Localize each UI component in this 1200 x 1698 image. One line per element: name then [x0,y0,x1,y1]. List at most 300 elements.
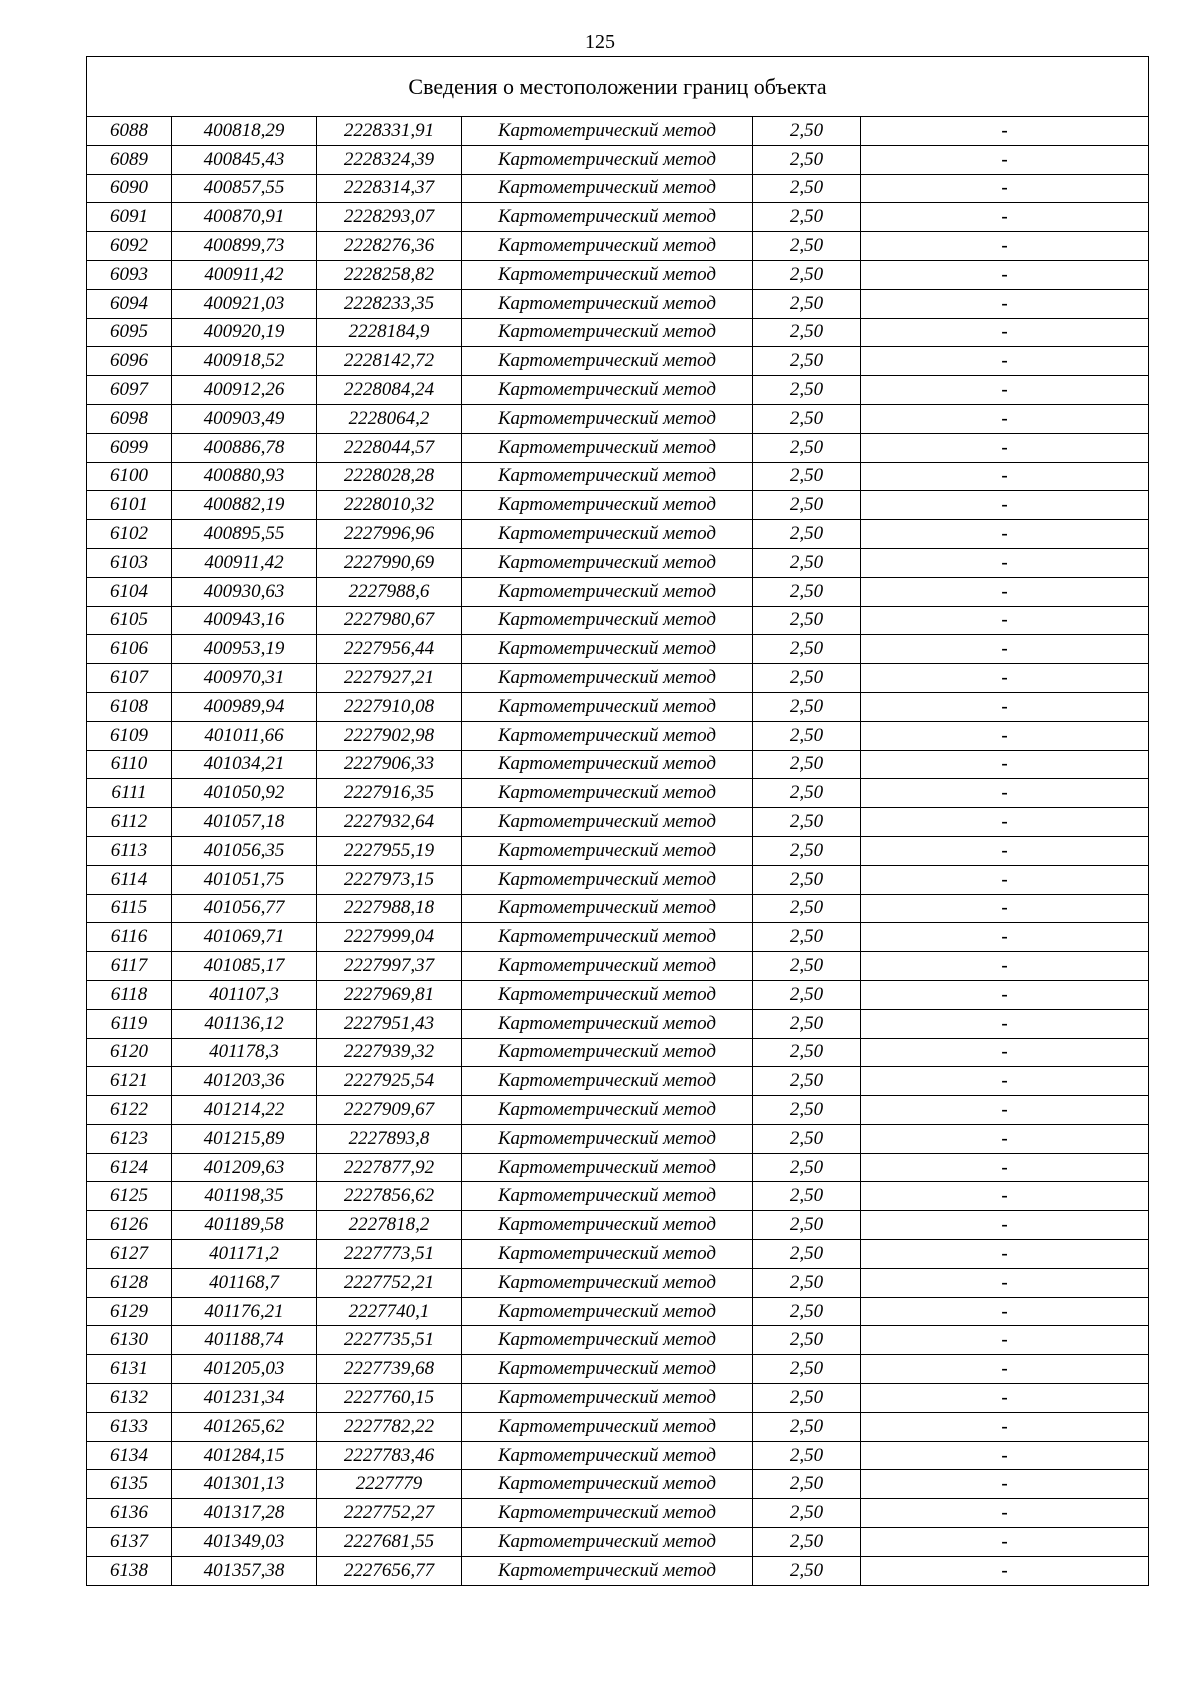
description-cell: - [861,1470,1149,1499]
x-coordinate-cell: 401034,21 [172,750,317,779]
description-cell: - [861,1499,1149,1528]
method-cell: Картометрический метод [462,404,753,433]
table-row [87,1211,1149,1240]
description-cell: - [861,1528,1149,1557]
method-cell: Картометрический метод [462,491,753,520]
y-coordinate-cell: 2227999,04 [317,923,462,952]
y-coordinate-cell: 2227735,51 [317,1326,462,1355]
x-coordinate-cell: 400921,03 [172,289,317,318]
method-cell: Картометрический метод [462,1038,753,1067]
x-coordinate-cell: 401085,17 [172,952,317,981]
accuracy-cell: 2,50 [753,1528,861,1557]
table-row [87,1384,1149,1413]
table-row [87,174,1149,203]
x-coordinate-cell: 401357,38 [172,1556,317,1585]
accuracy-cell: 2,50 [753,318,861,347]
table-row [87,462,1149,491]
point-number-cell: 6098 [87,404,172,433]
point-number-cell: 6099 [87,433,172,462]
point-number-cell: 6113 [87,836,172,865]
description-cell: - [861,1096,1149,1125]
y-coordinate-cell: 2227906,33 [317,750,462,779]
y-coordinate-cell: 2227752,21 [317,1268,462,1297]
y-coordinate-cell: 2228276,36 [317,232,462,261]
method-cell: Картометрический метод [462,1268,753,1297]
method-cell: Картометрический метод [462,1412,753,1441]
method-cell: Картометрический метод [462,318,753,347]
y-coordinate-cell: 2227916,35 [317,779,462,808]
method-cell: Картометрический метод [462,1182,753,1211]
x-coordinate-cell: 401205,03 [172,1355,317,1384]
y-coordinate-cell: 2227925,54 [317,1067,462,1096]
y-coordinate-cell: 2227681,55 [317,1528,462,1557]
x-coordinate-cell: 401050,92 [172,779,317,808]
accuracy-cell: 2,50 [753,462,861,491]
accuracy-cell: 2,50 [753,664,861,693]
table-row [87,1096,1149,1125]
point-number-cell: 6116 [87,923,172,952]
method-cell: Картометрический метод [462,1499,753,1528]
point-number-cell: 6104 [87,577,172,606]
x-coordinate-cell: 401188,74 [172,1326,317,1355]
method-cell: Картометрический метод [462,203,753,232]
method-cell: Картометрический метод [462,606,753,635]
description-cell: - [861,980,1149,1009]
table-row [87,664,1149,693]
table-row [87,808,1149,837]
x-coordinate-cell: 401265,62 [172,1412,317,1441]
accuracy-cell: 2,50 [753,1096,861,1125]
method-cell: Картометрический метод [462,1384,753,1413]
x-coordinate-cell: 400880,93 [172,462,317,491]
x-coordinate-cell: 401069,71 [172,923,317,952]
method-cell: Картометрический метод [462,1528,753,1557]
point-number-cell: 6093 [87,260,172,289]
accuracy-cell: 2,50 [753,1326,861,1355]
point-number-cell: 6130 [87,1326,172,1355]
y-coordinate-cell: 2228233,35 [317,289,462,318]
accuracy-cell: 2,50 [753,1441,861,1470]
y-coordinate-cell: 2228324,39 [317,145,462,174]
accuracy-cell: 2,50 [753,174,861,203]
accuracy-cell: 2,50 [753,1470,861,1499]
x-coordinate-cell: 400857,55 [172,174,317,203]
accuracy-cell: 2,50 [753,117,861,146]
accuracy-cell: 2,50 [753,577,861,606]
accuracy-cell: 2,50 [753,260,861,289]
point-number-cell: 6114 [87,865,172,894]
y-coordinate-cell: 2228314,37 [317,174,462,203]
accuracy-cell: 2,50 [753,1412,861,1441]
description-cell: - [861,1009,1149,1038]
table-row [87,1009,1149,1038]
method-cell: Картометрический метод [462,174,753,203]
point-number-cell: 6138 [87,1556,172,1585]
x-coordinate-cell: 401203,36 [172,1067,317,1096]
description-cell: - [861,1124,1149,1153]
y-coordinate-cell: 2228142,72 [317,347,462,376]
accuracy-cell: 2,50 [753,721,861,750]
table-row [87,1268,1149,1297]
point-number-cell: 6097 [87,376,172,405]
table-row [87,1326,1149,1355]
x-coordinate-cell: 400903,49 [172,404,317,433]
point-number-cell: 6101 [87,491,172,520]
table-row [87,433,1149,462]
table-row [87,1499,1149,1528]
accuracy-cell: 2,50 [753,692,861,721]
table-row [87,836,1149,865]
table-row [87,577,1149,606]
method-cell: Картометрический метод [462,376,753,405]
point-number-cell: 6088 [87,117,172,146]
x-coordinate-cell: 400845,43 [172,145,317,174]
y-coordinate-cell: 2227927,21 [317,664,462,693]
table-row [87,1441,1149,1470]
accuracy-cell: 2,50 [753,779,861,808]
accuracy-cell: 2,50 [753,1499,861,1528]
table-row [87,779,1149,808]
accuracy-cell: 2,50 [753,1268,861,1297]
x-coordinate-cell: 401214,22 [172,1096,317,1125]
point-number-cell: 6133 [87,1412,172,1441]
description-cell: - [861,376,1149,405]
x-coordinate-cell: 401056,77 [172,894,317,923]
x-coordinate-cell: 401198,35 [172,1182,317,1211]
y-coordinate-cell: 2227740,1 [317,1297,462,1326]
y-coordinate-cell: 2228010,32 [317,491,462,520]
method-cell: Картометрический метод [462,520,753,549]
description-cell: - [861,404,1149,433]
table-row [87,721,1149,750]
point-number-cell: 6135 [87,1470,172,1499]
x-coordinate-cell: 400930,63 [172,577,317,606]
point-number-cell: 6100 [87,462,172,491]
y-coordinate-cell: 2227951,43 [317,1009,462,1038]
accuracy-cell: 2,50 [753,289,861,318]
method-cell: Картометрический метод [462,721,753,750]
description-cell: - [861,1067,1149,1096]
y-coordinate-cell: 2227997,37 [317,952,462,981]
y-coordinate-cell: 2227818,2 [317,1211,462,1240]
description-cell: - [861,174,1149,203]
x-coordinate-cell: 400989,94 [172,692,317,721]
table-row [87,894,1149,923]
point-number-cell: 6120 [87,1038,172,1067]
x-coordinate-cell: 400895,55 [172,520,317,549]
table-row [87,1355,1149,1384]
description-cell: - [861,145,1149,174]
description-cell: - [861,347,1149,376]
x-coordinate-cell: 401168,7 [172,1268,317,1297]
method-cell: Картометрический метод [462,1124,753,1153]
accuracy-cell: 2,50 [753,1009,861,1038]
description-cell: - [861,664,1149,693]
method-cell: Картометрический метод [462,980,753,1009]
point-number-cell: 6095 [87,318,172,347]
x-coordinate-cell: 400911,42 [172,548,317,577]
y-coordinate-cell: 2227779 [317,1470,462,1499]
point-number-cell: 6096 [87,347,172,376]
x-coordinate-cell: 401301,13 [172,1470,317,1499]
description-cell: - [861,433,1149,462]
point-number-cell: 6129 [87,1297,172,1326]
x-coordinate-cell: 400943,16 [172,606,317,635]
description-cell: - [861,750,1149,779]
table-body [87,57,1149,1586]
y-coordinate-cell: 2227973,15 [317,865,462,894]
accuracy-cell: 2,50 [753,606,861,635]
x-coordinate-cell: 401317,28 [172,1499,317,1528]
x-coordinate-cell: 401178,3 [172,1038,317,1067]
point-number-cell: 6115 [87,894,172,923]
description-cell: - [861,808,1149,837]
accuracy-cell: 2,50 [753,1153,861,1182]
table-row [87,1556,1149,1585]
accuracy-cell: 2,50 [753,404,861,433]
method-cell: Картометрический метод [462,145,753,174]
description-cell: - [861,117,1149,146]
point-number-cell: 6121 [87,1067,172,1096]
accuracy-cell: 2,50 [753,433,861,462]
point-number-cell: 6128 [87,1268,172,1297]
description-cell: - [861,894,1149,923]
description-cell: - [861,1268,1149,1297]
method-cell: Картометрический метод [462,1355,753,1384]
description-cell: - [861,1355,1149,1384]
accuracy-cell: 2,50 [753,520,861,549]
table-row [87,404,1149,433]
point-number-cell: 6118 [87,980,172,1009]
page-number: 125 [585,31,615,53]
point-number-cell: 6091 [87,203,172,232]
y-coordinate-cell: 2227893,8 [317,1124,462,1153]
table-row [87,1528,1149,1557]
x-coordinate-cell: 401057,18 [172,808,317,837]
x-coordinate-cell: 400970,31 [172,664,317,693]
description-cell: - [861,1153,1149,1182]
accuracy-cell: 2,50 [753,1240,861,1269]
description-cell: - [861,260,1149,289]
point-number-cell: 6134 [87,1441,172,1470]
description-cell: - [861,520,1149,549]
description-cell: - [861,923,1149,952]
y-coordinate-cell: 2227760,15 [317,1384,462,1413]
table-row [87,635,1149,664]
table-row [87,1470,1149,1499]
table-row [87,1124,1149,1153]
description-cell: - [861,1211,1149,1240]
point-number-cell: 6102 [87,520,172,549]
method-cell: Картометрический метод [462,1441,753,1470]
point-number-cell: 6127 [87,1240,172,1269]
accuracy-cell: 2,50 [753,1297,861,1326]
y-coordinate-cell: 2227877,92 [317,1153,462,1182]
method-cell: Картометрический метод [462,117,753,146]
description-cell: - [861,865,1149,894]
point-number-cell: 6125 [87,1182,172,1211]
point-number-cell: 6089 [87,145,172,174]
table-row [87,1240,1149,1269]
x-coordinate-cell: 400886,78 [172,433,317,462]
method-cell: Картометрический метод [462,750,753,779]
method-cell: Картометрический метод [462,577,753,606]
description-cell: - [861,952,1149,981]
table-row [87,289,1149,318]
method-cell: Картометрический метод [462,289,753,318]
description-cell: - [861,836,1149,865]
y-coordinate-cell: 2227856,62 [317,1182,462,1211]
y-coordinate-cell: 2227956,44 [317,635,462,664]
y-coordinate-cell: 2227990,69 [317,548,462,577]
y-coordinate-cell: 2227932,64 [317,808,462,837]
method-cell: Картометрический метод [462,1326,753,1355]
x-coordinate-cell: 400882,19 [172,491,317,520]
method-cell: Картометрический метод [462,347,753,376]
y-coordinate-cell: 2227996,96 [317,520,462,549]
description-cell: - [861,1240,1149,1269]
method-cell: Картометрический метод [462,836,753,865]
table-row [87,1038,1149,1067]
description-cell: - [861,548,1149,577]
point-number-cell: 6117 [87,952,172,981]
point-number-cell: 6137 [87,1528,172,1557]
point-number-cell: 6119 [87,1009,172,1038]
x-coordinate-cell: 401215,89 [172,1124,317,1153]
x-coordinate-cell: 401107,3 [172,980,317,1009]
y-coordinate-cell: 2228184,9 [317,318,462,347]
point-number-cell: 6109 [87,721,172,750]
method-cell: Картометрический метод [462,808,753,837]
point-number-cell: 6124 [87,1153,172,1182]
y-coordinate-cell: 2227988,18 [317,894,462,923]
description-cell: - [861,635,1149,664]
method-cell: Картометрический метод [462,1211,753,1240]
method-cell: Картометрический метод [462,1096,753,1125]
method-cell: Картометрический метод [462,1009,753,1038]
accuracy-cell: 2,50 [753,980,861,1009]
point-number-cell: 6123 [87,1124,172,1153]
y-coordinate-cell: 2227955,19 [317,836,462,865]
description-cell: - [861,1441,1149,1470]
method-cell: Картометрический метод [462,779,753,808]
description-cell: - [861,203,1149,232]
point-number-cell: 6126 [87,1211,172,1240]
x-coordinate-cell: 401011,66 [172,721,317,750]
table-row [87,491,1149,520]
accuracy-cell: 2,50 [753,145,861,174]
method-cell: Картометрический метод [462,1240,753,1269]
method-cell: Картометрический метод [462,462,753,491]
table-row [87,318,1149,347]
description-cell: - [861,1412,1149,1441]
point-number-cell: 6111 [87,779,172,808]
accuracy-cell: 2,50 [753,232,861,261]
description-cell: - [861,1556,1149,1585]
x-coordinate-cell: 400912,26 [172,376,317,405]
x-coordinate-cell: 401176,21 [172,1297,317,1326]
x-coordinate-cell: 401231,34 [172,1384,317,1413]
y-coordinate-cell: 2227939,32 [317,1038,462,1067]
table-row [87,145,1149,174]
y-coordinate-cell: 2228331,91 [317,117,462,146]
table-row [87,1153,1149,1182]
description-cell: - [861,606,1149,635]
description-cell: - [861,289,1149,318]
point-number-cell: 6105 [87,606,172,635]
x-coordinate-cell: 400953,19 [172,635,317,664]
method-cell: Картометрический метод [462,923,753,952]
point-number-cell: 6094 [87,289,172,318]
table-row [87,952,1149,981]
accuracy-cell: 2,50 [753,635,861,664]
x-coordinate-cell: 401189,58 [172,1211,317,1240]
method-cell: Картометрический метод [462,433,753,462]
y-coordinate-cell: 2227980,67 [317,606,462,635]
description-cell: - [861,318,1149,347]
accuracy-cell: 2,50 [753,376,861,405]
accuracy-cell: 2,50 [753,1038,861,1067]
point-number-cell: 6092 [87,232,172,261]
description-cell: - [861,1038,1149,1067]
table-row [87,1067,1149,1096]
table-row [87,692,1149,721]
accuracy-cell: 2,50 [753,923,861,952]
accuracy-cell: 2,50 [753,1067,861,1096]
table-title-row [87,57,1149,117]
accuracy-cell: 2,50 [753,1182,861,1211]
accuracy-cell: 2,50 [753,1384,861,1413]
method-cell: Картометрический метод [462,692,753,721]
point-number-cell: 6112 [87,808,172,837]
method-cell: Картометрический метод [462,1067,753,1096]
y-coordinate-cell: 2228084,24 [317,376,462,405]
x-coordinate-cell: 401284,15 [172,1441,317,1470]
accuracy-cell: 2,50 [753,865,861,894]
description-cell: - [861,1297,1149,1326]
table-row [87,980,1149,1009]
accuracy-cell: 2,50 [753,1124,861,1153]
accuracy-cell: 2,50 [753,1211,861,1240]
method-cell: Картометрический метод [462,1470,753,1499]
method-cell: Картометрический метод [462,1297,753,1326]
y-coordinate-cell: 2227902,98 [317,721,462,750]
description-cell: - [861,1182,1149,1211]
accuracy-cell: 2,50 [753,491,861,520]
point-number-cell: 6107 [87,664,172,693]
description-cell: - [861,721,1149,750]
y-coordinate-cell: 2228293,07 [317,203,462,232]
table-row [87,606,1149,635]
y-coordinate-cell: 2228028,28 [317,462,462,491]
boundary-coordinates-table [86,56,1149,1586]
y-coordinate-cell: 2227752,27 [317,1499,462,1528]
method-cell: Картометрический метод [462,1556,753,1585]
y-coordinate-cell: 2227739,68 [317,1355,462,1384]
table-row [87,117,1149,146]
y-coordinate-cell: 2227969,81 [317,980,462,1009]
table-row [87,347,1149,376]
table-row [87,865,1149,894]
accuracy-cell: 2,50 [753,952,861,981]
x-coordinate-cell: 400870,91 [172,203,317,232]
x-coordinate-cell: 401209,63 [172,1153,317,1182]
x-coordinate-cell: 400911,42 [172,260,317,289]
y-coordinate-cell: 2227773,51 [317,1240,462,1269]
y-coordinate-cell: 2227909,67 [317,1096,462,1125]
description-cell: - [861,577,1149,606]
y-coordinate-cell: 2228064,2 [317,404,462,433]
